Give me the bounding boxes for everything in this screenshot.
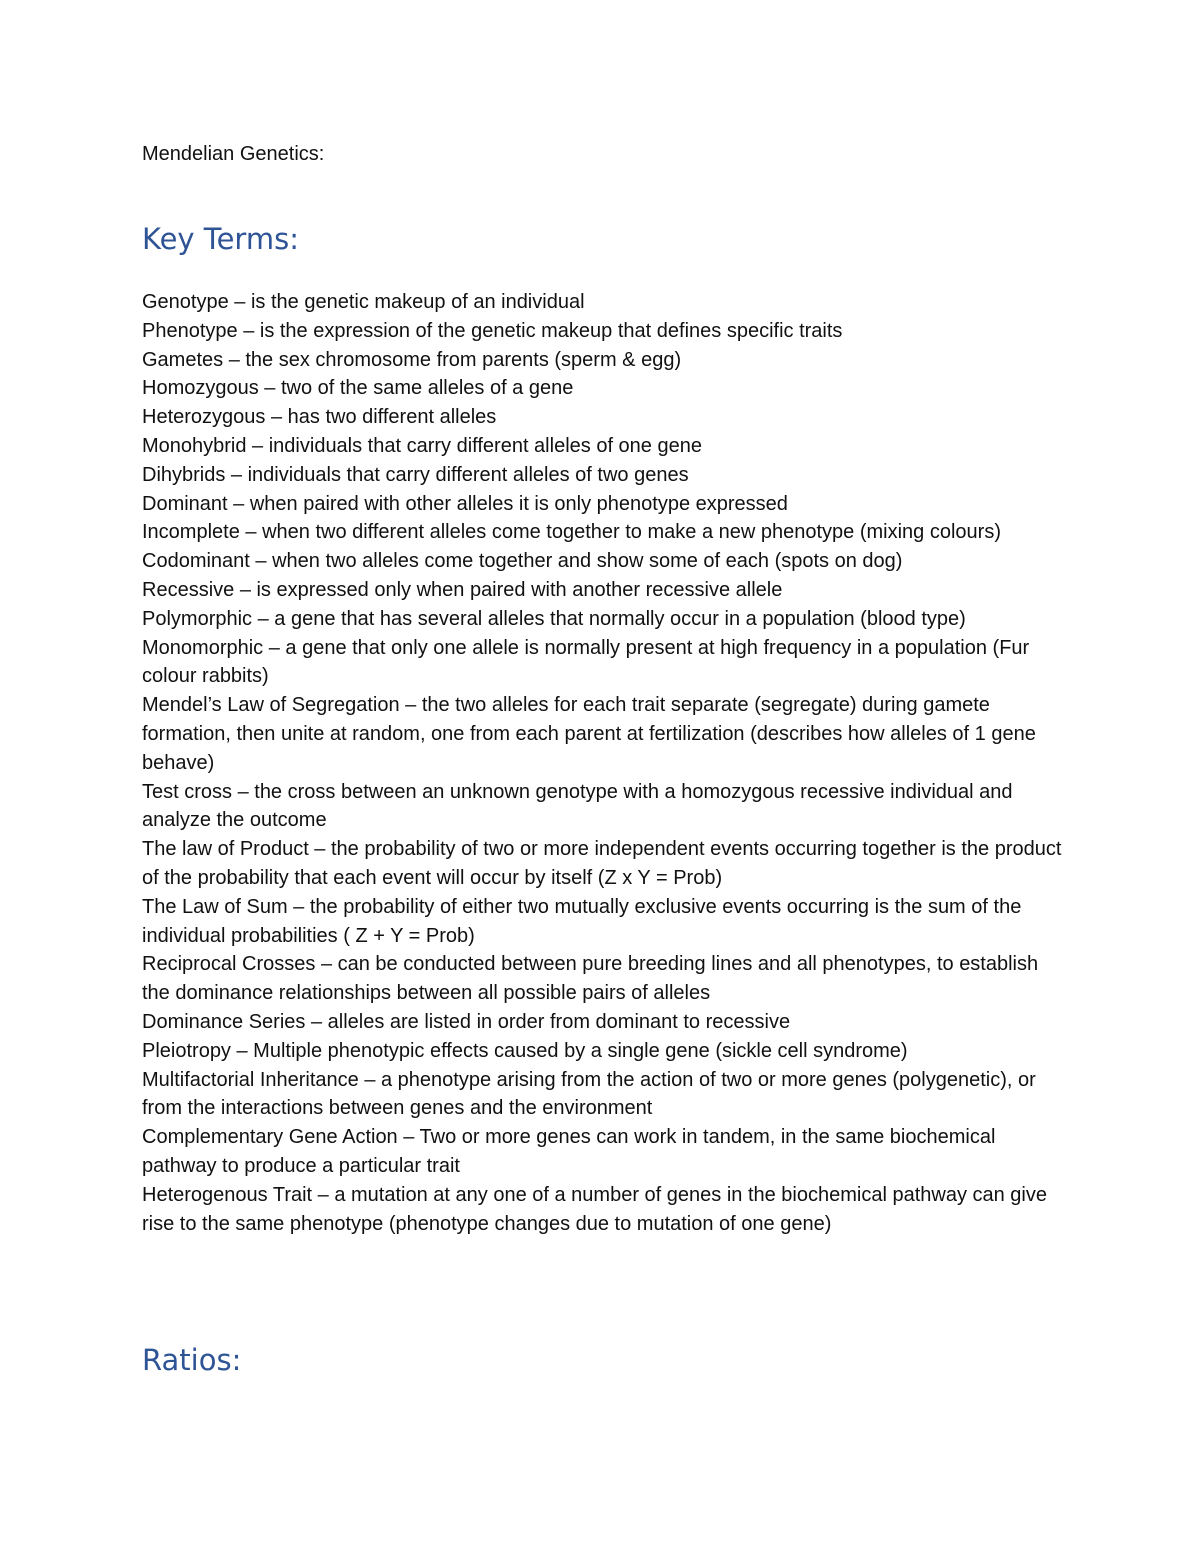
term-genotype: Genotype – is the genetic makeup of an individual <box>142 291 585 313</box>
term-law-of-segregation: Mendel’s Law of Segregation – the two alleles for each trait separate (segregate) during gamete formation, then unite at random, one from each parent at fertilization (describes how alleles of 1 gene behave) <box>142 694 1036 774</box>
term-phenotype: Phenotype – is the expression of the genetic makeup that defines specific traits <box>142 319 843 342</box>
term-multifactorial-inheritance: Multifactorial Inheritance – a phenotype arising from the action of two or more genes (polygenetic), or from the interactions between genes and the environment <box>142 1068 1036 1120</box>
term-recessive: Recessive – is expressed only when paired with another recessive allele <box>142 578 783 601</box>
term-codominant: Codominant – when two alleles come together and show some of each (spots on dog) <box>142 550 903 573</box>
term-heterozygous: Heterozygous – has two different alleles <box>142 406 497 429</box>
term-monomorphic: Monomorphic – a gene that only one allele is normally present at high frequency in a population (Fur colour rabbits) <box>142 636 1030 688</box>
term-law-of-sum: The Law of Sum – the probability of either two mutually exclusive events occurring is the sum of the individual probabilities ( Z + Y = Prob) <box>142 895 1022 947</box>
term-dominant: Dominant – when paired with other alleles it is only phenotype expressed <box>142 492 788 515</box>
term-polymorphic: Polymorphic – a gene that has several alleles that normally occur in a population (blood type) <box>142 607 966 630</box>
term-heterogenous-trait: Heterogenous Trait – a mutation at any one of a number of genes in the biochemical pathway can give rise to the same phenotype (phenotype changes due to mutation of one gene) <box>142 1183 1047 1235</box>
document-title: Mendelian Genetics: <box>142 143 325 165</box>
ratios-heading: Ratios: <box>142 1343 242 1377</box>
term-complementary-gene-action: Complementary Gene Action – Two or more genes can work in tandem, in the same biochemical pathway to produce a particular trait <box>142 1126 996 1177</box>
key-terms-heading: Key Terms: <box>142 222 299 256</box>
term-gametes: Gametes – the sex chromosome from parents (sperm & egg) <box>142 348 682 371</box>
term-homozygous: Homozygous – two of the same alleles of a gene <box>142 377 574 400</box>
term-reciprocal-crosses: Reciprocal Crosses – can be conducted between pure breeding lines and all phenotypes, to establish the dominance relationships between all possible pairs of alleles <box>142 953 1039 1005</box>
term-law-of-product: The law of Product – the probability of two or more independent events occurring together is the product of the probability that each event will occur by itself (Z x Y = Prob) <box>142 838 1062 889</box>
term-monohybrid: Monohybrid – individuals that carry different alleles of one gene <box>142 434 702 457</box>
key-terms-list <box>142 288 1067 1238</box>
term-dominance-series: Dominance Series – alleles are listed in order from dominant to recessive <box>142 1010 791 1033</box>
term-test-cross: Test cross – the cross between an unknown genotype with a homozygous recessive individual and analyze the outcome <box>142 780 1013 832</box>
term-pleiotropy: Pleiotropy – Multiple phenotypic effects caused by a single gene (sickle cell syndrome) <box>142 1039 908 1062</box>
term-incomplete: Incomplete – when two different alleles come together to make a new phenotype (mixing colours) <box>142 521 1001 544</box>
term-dihybrids: Dihybrids – individuals that carry different alleles of two genes <box>142 463 689 486</box>
